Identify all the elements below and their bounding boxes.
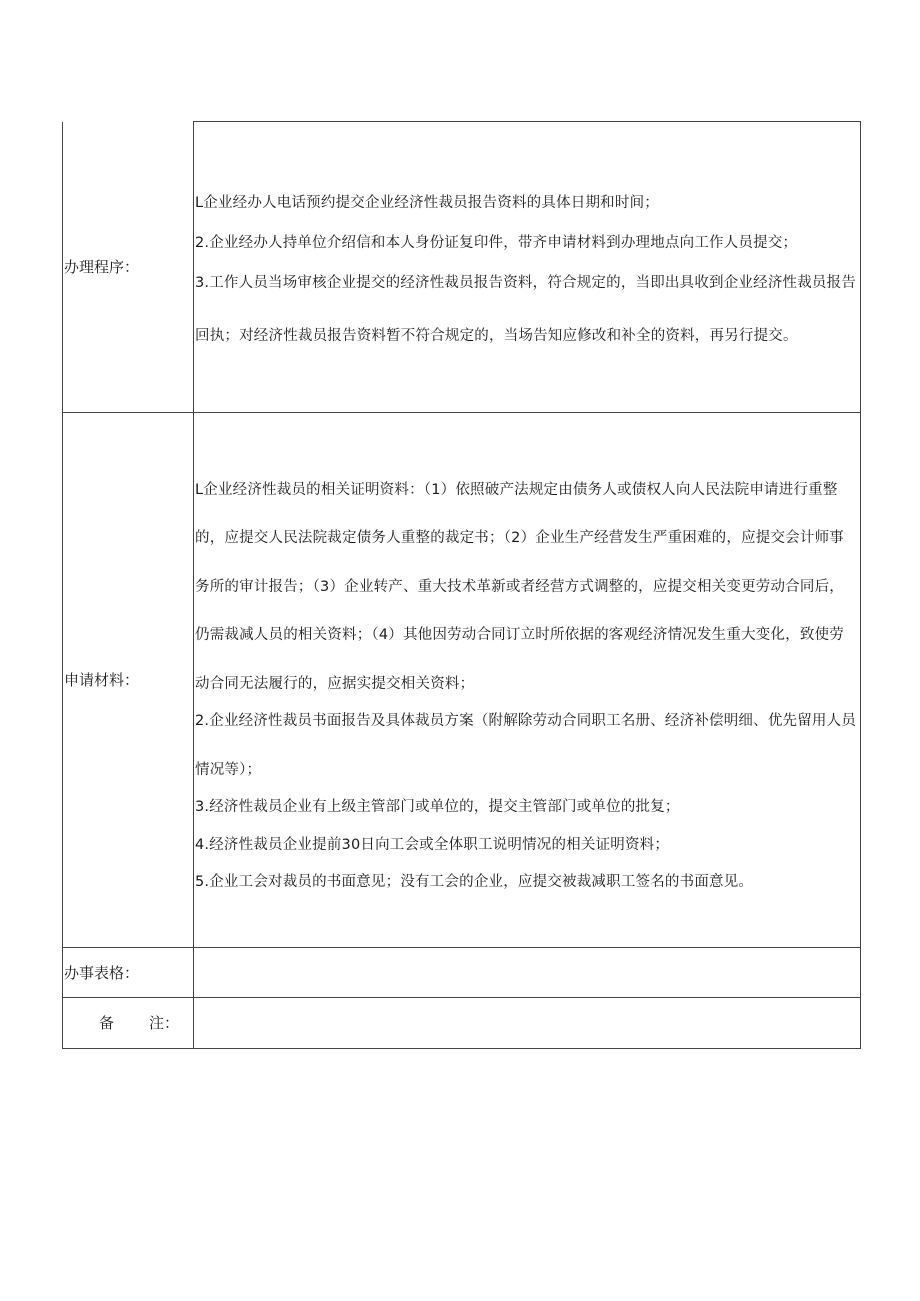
materials-item-3: 3.经济性裁员企业有上级主管部门或单位的，提交主管部门或单位的批复； (195, 799, 680, 815)
form-label-cell (63, 948, 194, 998)
procedure-step-2: 2.企业经办人持单位介绍信和本人身份证复印件，带齐申请材料到办理地点向工作人员提交； (195, 234, 798, 251)
table-row-procedure (63, 122, 861, 413)
materials-item-5: 5.企业工会对裁员的书面意见；没有工会的企业，应提交被裁减职工签名的书面意见。 (195, 874, 754, 890)
note-label-right: 注： (148, 1014, 179, 1032)
procedure-step-1: L企业经办人电话预约提交企业经济性裁员报告资料的具体日期和时间； (195, 194, 659, 211)
table-row-materials (63, 413, 861, 948)
materials-item-4: 4.经济性裁员企业提前30日向工会或全体职工说明情况的相关证明资料； (195, 836, 670, 853)
form-label: 办事表格： (64, 963, 140, 982)
materials-item-1: L企业经济性裁员的相关证明资料：（1）依照破产法规定由债务人或债权人向人民法院申请进行重整的，应提交人民法院裁定债务人重整的裁定书；（2）企业生产经营发生严重困难的，应提交会计师事务所的审计报告；（3）企业转产、重大技术革新或者经营方式调整的，应提交相关变更劳动合同后，仍需裁减人员的相关资料；（4）其他因劳动合同订立时所依据的客观经济情况发生重大变化，致使劳动合同无法履行的，应据实提交相关资料； (195, 481, 844, 692)
procedure-label: 办理程序： (64, 257, 140, 276)
materials-content-cell (194, 413, 861, 948)
materials-item-2: 2.企业经济性裁员书面报告及具体裁员方案（附解除劳动合同职工名册、经济补偿明细、优先留用人员情况等）； (195, 713, 857, 778)
note-label-left: 备 (99, 1014, 115, 1032)
note-label (63, 1013, 193, 1033)
table-row-form (63, 948, 861, 998)
procedure-label-cell (63, 122, 194, 413)
form-value-cell (194, 948, 861, 998)
info-table (62, 121, 861, 1049)
note-label-cell (63, 998, 194, 1049)
table-row-note (63, 998, 861, 1049)
materials-label: 申请材料： (64, 671, 140, 689)
procedure-step-3: 3.工作人员当场审核企业提交的经济性裁员报告资料，符合规定的，当即出具收到企业经济性裁员报告回执；对经济性裁员报告资料暂不符合规定的，当场告知应修改和补全的资料，再另行提交。 (195, 274, 857, 344)
note-value-cell (194, 998, 861, 1049)
procedure-content-cell (194, 122, 861, 413)
materials-label-cell (63, 413, 194, 948)
